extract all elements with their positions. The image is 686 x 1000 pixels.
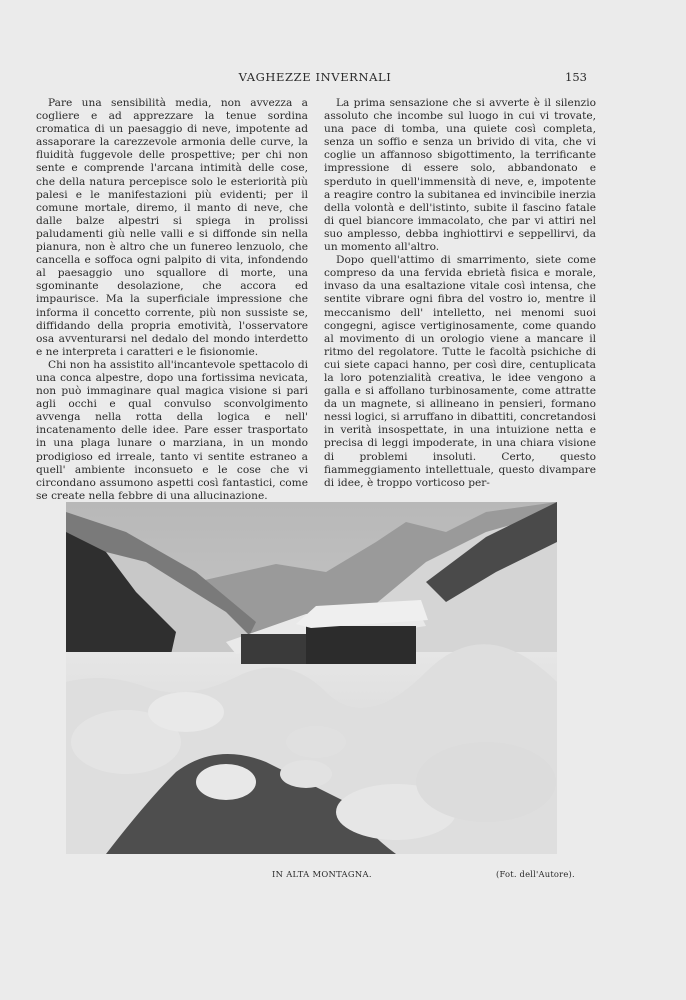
snow-boulder (196, 764, 256, 800)
running-title: VAGHEZZE INVERNALI (238, 70, 392, 84)
snow-boulder (286, 726, 346, 758)
left-text-column (36, 97, 308, 503)
right-text-column (324, 97, 596, 490)
photo-credit: (Fot. dell'Autore). (496, 869, 575, 879)
paragraph: La prima sensazione che si avverte è il silenzio assoluto che incombe sul luogo in cui vi trovate, una pace di tomba, una quiete così completa, senza un soffio e senza un brivido di vita, che vi coglie un affannoso sbigottimento, la terrificante impressione di essere solo, abbandonato e sperduto in quell'immensità di neve, e, impotente a reagire contro la subitanea ed invincibile inerzia della volontà e dell'istinto, subite il fascino fatale di quel biancore immacolato, che par vi attiri nel suo amplesso, debba inghiottirvi e seppellirvi, da un momento all'altro. (324, 97, 596, 254)
paragraph: Pare una sensibilità media, non avvezza a cogliere e ad apprezzare la tenue sordina cromatica di un paesaggio di neve, impotente ad assaporare la carezzevole armonia delle curve, la fluidità fuggevole delle prospettive; per chi non sente e comprende l'arcana intimità delle cose, che della natura percepisce solo le esteriorità più palesi e le manifestazioni più evidenti; per il comune mortale, diremo, il manto di neve, che dalle balze alpestri si spiega in prolissi paludamenti giù nelle valli e si diffonde sin nella pianura, non è altro che un funereo lenzuolo, che cancella e soffoca ogni palpito di vita, infondendo al paesaggio uno squallore di morte, una sgominante desolazione, che accora ed impaurisce. Ma la superficiale impressione che informa il concetto corrente, più non sussiste se, diffidando della propria emotività, l'osservatore osa avventurarsi nel dedalo del mondo interdetto e ne interpreta i caratteri e le fisionomie. (36, 97, 308, 358)
snow-boulder (416, 742, 556, 822)
alpine-winter-photograph (66, 502, 557, 854)
paragraph: Chi non ha assistito all'incantevole spettacolo di una conca alpestre, dopo una fortissima nevicata, non può immaginare qual magica visione si pari agli occhi e qual convulso sconvolgimento avvenga nella rotta della logica e nell' incatenamento delle idee. Pare esser trasportato in una plaga lunare o marziana, in un mondo prodigioso ed irreale, tanto vi sentite estraneo a quell' ambiente inconsueto e le cose che vi circondano assumono aspetti così fantastici, come se create nella febbre di una allucinazione. (36, 358, 308, 502)
snow-boulder (280, 760, 332, 788)
paragraph: Dopo quell'attimo di smarrimento, siete come compreso da una fervida ebrietà fisica e morale, invaso da una esaltazione vitale così intensa, che sentite vibrare ogni fibra del vostro io, mentre il meccanismo dell' intelletto, nei menomi suoi congegni, agisce vertiginosamente, come quando al movimento di un orologio viene a mancare il ritmo del regolatore. Tutte le facoltà psichiche di cui siete capaci hanno, per così dire, centuplicata la loro potenzialità creativa, le idee vengono a galla e si affollano turbinosamente, come attratte da un magnete, si allineano in pensieri, formano nessi logici, si arruffano in dibattiti, concretandosi in verità insospettate, in una intuizione netta e precisa di leggi impoderate, in una chiara visione di problemi insoluti. Certo, questo fiammeggiamento intellettuale, questo divampare di idee, è troppo vorticoso per- (324, 254, 596, 489)
page-number: 153 (565, 70, 587, 84)
photo-illustration (66, 502, 557, 854)
snow-boulder (148, 692, 224, 732)
photo-caption: IN ALTA MONTAGNA. (272, 869, 372, 879)
